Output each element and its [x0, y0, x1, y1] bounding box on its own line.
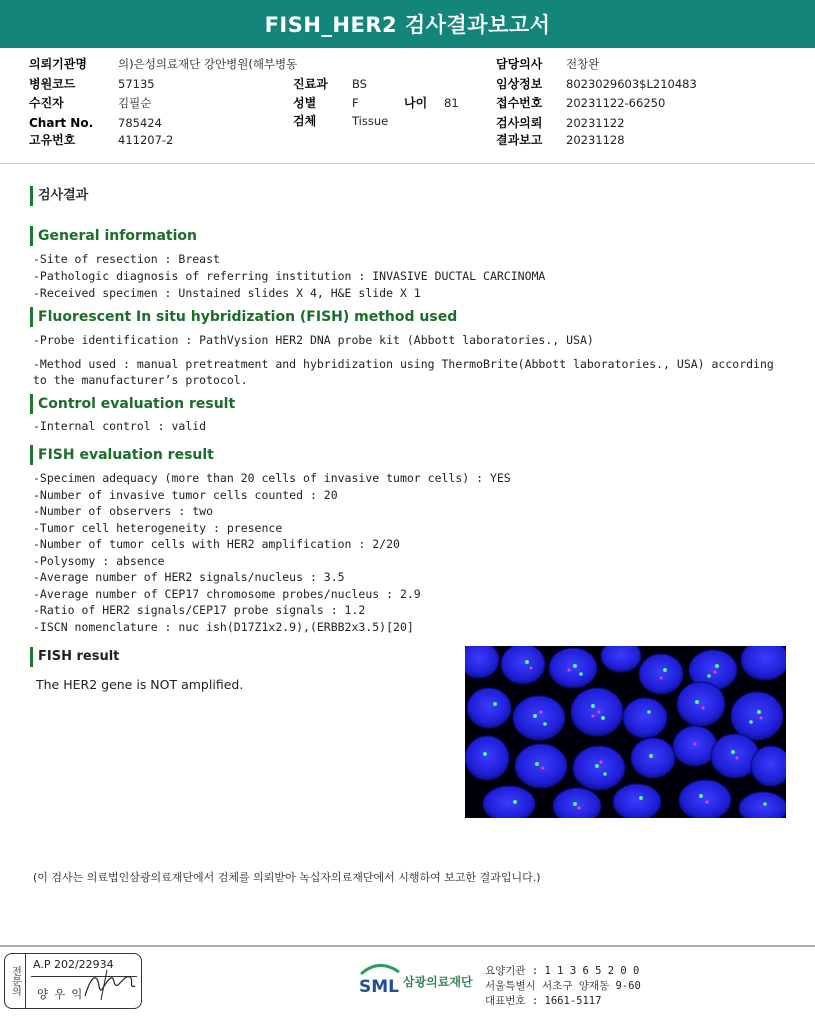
- section-method-heading: Fluorescent In situ hybridization (FISH) method used: [30, 307, 457, 327]
- signature-icon: [81, 966, 139, 1004]
- eval-line: -Number of tumor cells with HER2 amplification : 2/20: [33, 537, 400, 551]
- org-address: 서울특별시 서초구 양재동 9-60: [485, 980, 641, 992]
- label-sex: 성별: [293, 96, 317, 110]
- footer-note: (이 검사는 의료법인삼광의료재단에서 검체를 의뢰받아 녹십자의료재단에서 시행하여 보고한 결과입니다.): [33, 871, 541, 884]
- value-clinical-info: 8023029603$L210483: [566, 77, 697, 91]
- label-department: 진료과: [293, 77, 328, 91]
- label-clinical-info: 임상정보: [496, 77, 543, 91]
- label-request-date: 검사의뢰: [496, 116, 543, 130]
- label-chart-no: Chart No.: [29, 116, 94, 130]
- org-institution-code: 요양기관 : 1 1 3 6 5 2 0 0: [485, 965, 640, 977]
- eval-line: -Average number of HER2 signals/nucleus : 3.5: [33, 570, 345, 584]
- eval-line: -Tumor cell heterogeneity : presence: [33, 521, 283, 535]
- result-text: The HER2 gene is NOT amplified.: [36, 677, 244, 692]
- value-hospital-code: 57135: [118, 77, 155, 91]
- value-specimen: Tissue: [352, 114, 389, 128]
- value-receipt-no: 20231122-66250: [566, 96, 666, 110]
- general-line-site: -Site of resection : Breast: [33, 252, 220, 266]
- section-evaluation-heading: FISH evaluation result: [30, 445, 214, 465]
- value-unique-no: 411207-2: [118, 133, 174, 147]
- value-patient: 김필순: [118, 96, 152, 110]
- label-report-date: 결과보고: [496, 133, 543, 147]
- method-line-probe: -Probe identification : PathVysion HER2 DNA probe kit (Abbott laboratories., USA): [33, 333, 594, 347]
- label-receipt-no: 접수번호: [496, 96, 543, 110]
- report-title: FISH_HER2 검사결과보고서: [0, 0, 815, 48]
- value-requesting-institution: 의)은성의료재단 강안병원(해부병동: [118, 57, 298, 71]
- eval-line: -Specimen adequacy (more than 20 cells of invasive tumor cells) : YES: [33, 471, 511, 485]
- value-sex: F: [352, 96, 359, 110]
- value-chart-no: 785424: [118, 116, 162, 130]
- eval-line: -Number of observers : two: [33, 504, 214, 518]
- label-age: 나이: [404, 96, 428, 110]
- value-request-date: 20231122: [566, 116, 625, 130]
- value-age: 81: [444, 96, 459, 110]
- method-line-protocol: to the manufacturer’s protocol.: [33, 373, 248, 387]
- value-physician: 전창완: [566, 57, 600, 71]
- label-unique-no: 고유번호: [29, 133, 76, 147]
- section-general-heading: General information: [30, 226, 197, 246]
- sml-logo-name: 삼광의료재단: [403, 975, 473, 989]
- eval-line: -Polysomy : absence: [33, 554, 165, 568]
- general-line-diagnosis: -Pathologic diagnosis of referring institution : INVASIVE DUCTAL CARCINOMA: [33, 269, 546, 283]
- footer-divider: [0, 945, 815, 947]
- method-line-used: -Method used : manual pretreatment and hybridization using ThermoBrite(Abbott laboratories., USA) according: [33, 357, 774, 371]
- eval-line: -Ratio of HER2 signals/CEP17 probe signals : 1.2: [33, 603, 366, 617]
- control-line-internal: -Internal control : valid: [33, 419, 207, 433]
- label-specimen: 검체: [293, 114, 317, 128]
- pathologist-stamp: [4, 953, 142, 1009]
- eval-line: -Average number of CEP17 chromosome probes/nucleus : 2.9: [33, 587, 421, 601]
- section-results-heading: 검사결과: [30, 186, 88, 206]
- label-physician: 담당의사: [496, 57, 543, 71]
- section-result-heading: FISH result: [30, 647, 119, 667]
- sml-logo-mark: SML: [359, 977, 399, 997]
- label-requesting-institution: 의뢰기관명: [29, 57, 87, 71]
- header-divider: [0, 163, 815, 164]
- label-patient: 수진자: [29, 96, 64, 110]
- value-department: BS: [352, 77, 367, 91]
- label-hospital-code: 병원코드: [29, 77, 76, 91]
- general-line-specimen: -Received specimen : Unstained slides X 4, H&E slide X 1: [33, 286, 421, 300]
- value-report-date: 20231128: [566, 133, 625, 147]
- stamp-pathologist-name: 양우익: [37, 987, 89, 1001]
- stamp-ap-number: A.P 202/22934: [33, 958, 114, 971]
- fish-microscopy-image: [465, 646, 786, 818]
- eval-line: -Number of invasive tumor cells counted : 20: [33, 488, 338, 502]
- section-control-heading: Control evaluation result: [30, 394, 235, 414]
- eval-line: -ISCN nomenclature : nuc ish(D17Z1x2.9),(ERBB2x3.5)[20]: [33, 620, 414, 634]
- sml-logo-mark-icon: [357, 960, 403, 1000]
- stamp-side-label: 전문의: [5, 954, 26, 1008]
- org-phone: 대표번호 : 1661-5117: [485, 995, 602, 1007]
